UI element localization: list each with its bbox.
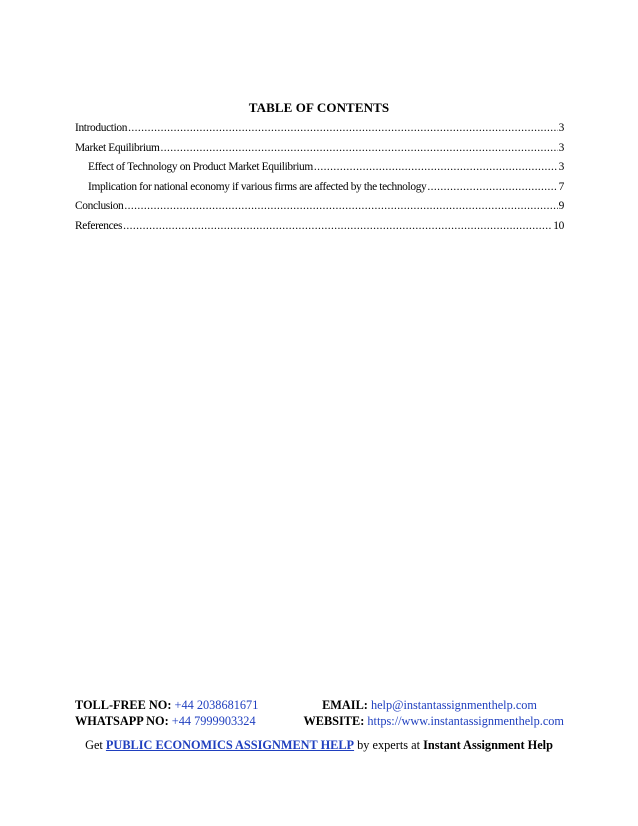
promo-middle: by experts at (357, 738, 420, 752)
tollfree-label: TOLL-FREE NO: (75, 698, 172, 712)
toc-title: TABLE OF CONTENTS (248, 100, 390, 115)
toc-dot-leader (161, 139, 558, 159)
toc-dot-leader (123, 217, 552, 237)
whatsapp-label: WHATSAPP NO: (75, 714, 169, 728)
promo-service-link[interactable]: PUBLIC ECONOMICS ASSIGNMENT HELP (105, 738, 355, 752)
email-block (322, 697, 537, 713)
contact-row-whatsapp-website (75, 713, 564, 729)
email-label: EMAIL: (322, 698, 368, 712)
website-block (303, 713, 564, 729)
toc-page-number: 10 (553, 219, 564, 232)
toc-entry-text: Implication for national economy if various firms are affected by the technology (88, 180, 427, 193)
toc-page-number: 3 (558, 161, 564, 174)
toc-entry-text: Effect of Technology on Product Market Equilibrium (88, 161, 313, 174)
email-link[interactable]: help@instantassignmenthelp.com (370, 698, 537, 712)
whatsapp-block (75, 713, 256, 729)
toc-list (75, 119, 564, 237)
toc-dot-leader (427, 178, 557, 198)
toc-dot-leader (314, 158, 558, 178)
toc-entry-implication-national-economy[interactable] (75, 178, 564, 198)
toc-entry-text: Market Equilibrium (75, 141, 160, 154)
toc-page-number: 3 (558, 141, 564, 154)
contact-info (75, 697, 564, 729)
contact-row-phone-email (75, 697, 564, 713)
promo-brand-name: Instant Assignment Help (423, 738, 553, 752)
tollfree-number[interactable]: +44 2038681671 (174, 698, 259, 712)
tollfree-block (75, 697, 258, 713)
toc-entry-references[interactable] (75, 217, 564, 237)
toc-dot-leader (128, 119, 558, 139)
toc-entry-text: Introduction (75, 122, 128, 134)
whatsapp-number[interactable]: +44 7999903324 (171, 714, 256, 728)
toc-entry-introduction[interactable] (75, 119, 564, 139)
toc-page-number: 9 (558, 200, 564, 213)
toc-entry-text: References (75, 219, 123, 232)
toc-page-number: 3 (558, 122, 564, 134)
toc-entry-conclusion[interactable] (75, 197, 564, 217)
toc-entry-market-equilibrium[interactable] (75, 139, 564, 159)
website-label: WEBSITE: (303, 714, 365, 728)
toc-entry-text: Conclusion (75, 200, 124, 213)
promo-prefix: Get (85, 738, 103, 752)
toc-page-number: 7 (558, 180, 564, 193)
toc-dot-leader (124, 197, 557, 217)
toc-entry-effect-of-technology[interactable] (75, 158, 564, 178)
website-link[interactable]: https://www.instantassignmenthelp.com (367, 714, 564, 728)
promo-line (0, 738, 638, 753)
